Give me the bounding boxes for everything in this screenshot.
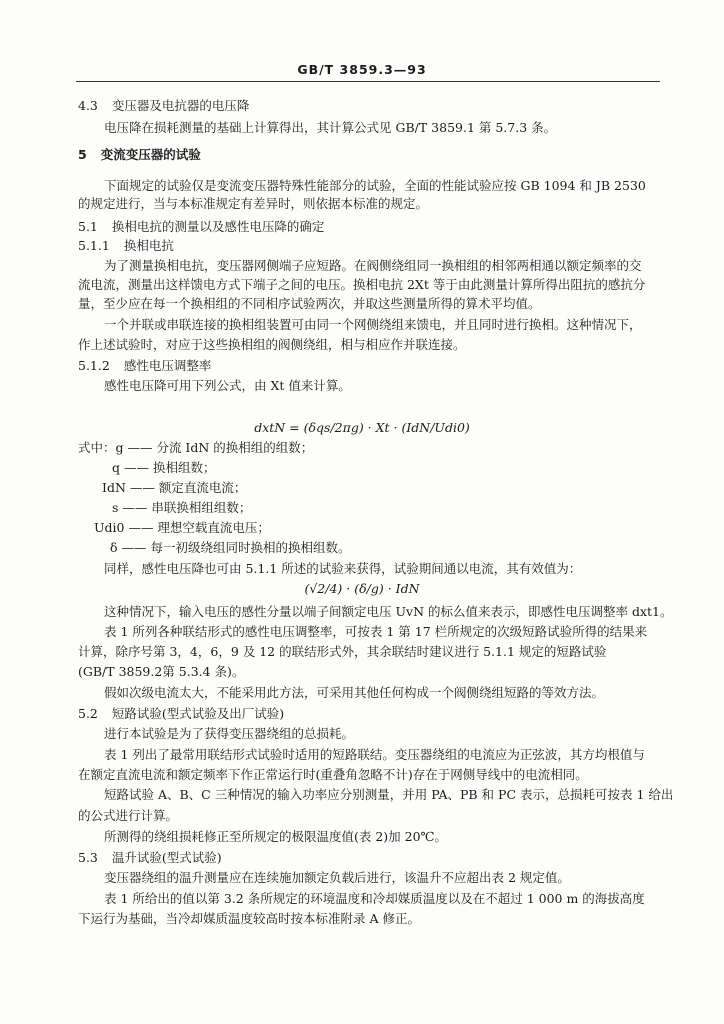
- paragraph-line: (GB/T 3859.2第 5.3.4 条)。: [78, 664, 245, 679]
- paragraph-line: 这种情况下，输入电压的感性分量以端子间额定电压 UvN 的标么值来表示，即感性电压调整率 dxt1。: [104, 604, 673, 619]
- page-header: GB/T 3859.3—93: [297, 62, 427, 77]
- paragraph-line: 电压降在损耗测量的基础上计算得出，其计算公式见 GB/T 3859.1 第 5.7.3 条。: [104, 120, 557, 135]
- section-title: 变流变压器的试验: [100, 147, 201, 162]
- paragraph-line: 假如次级电流太大，不能采用此方法，可采用其他任何构成一个阀侧绕组短路的等效方法。: [104, 685, 605, 700]
- section-title: 变压器及电抗器的电压降: [111, 98, 250, 113]
- legend-line: 式中：g —— 分流 IdN 的换相组的组数；: [78, 440, 314, 455]
- paragraph-line: 表 1 列出了最常用联结形式试验时适用的短路联结。变压器绕组的电流应为正弦波，其方均根值与: [104, 747, 645, 762]
- formula-current: (√2/4) · (δ/g) · IdN: [304, 581, 420, 596]
- section-number: 5.1.2: [78, 358, 110, 373]
- section-title: 温升试验(型式试验): [111, 850, 222, 865]
- legend-line: δ —— 每一初级绕组同时换相的换相组数。: [110, 540, 351, 555]
- section-title: 感性电压调整率: [123, 358, 212, 373]
- section-title: 换相电抗的测量以及感性电压降的确定: [111, 219, 325, 234]
- paragraph-line: 表 1 所给出的值以第 3.2 条所规定的环境温度和冷却媒质温度以及在不超过 1 000 m 的海拔高度: [104, 891, 645, 906]
- paragraph-line: 流电流，测量出这样馈电方式下端子之间的电压。换相电抗 2Xt 等于由此测量计算所得出阻抗的感抗分: [78, 277, 646, 292]
- paragraph-line: 计算，除序号第 3，4，6，9 及 12 的联结形式外，其余联结时建议进行 5.1.1 规定的短路试验: [78, 644, 607, 659]
- paragraph-line: 短路试验 A、B、C 三种情况的输入功率应分别测量，并用 PA、PB 和 PC 表示，总损耗可按表 1 给出: [104, 787, 674, 802]
- paragraph-line: 感性电压降可用下列公式，由 Xt 值来计算。: [104, 378, 351, 393]
- formula-dxtn: dxtN = (δqs/2πg) · Xt · (IdN/Udi0): [254, 420, 470, 435]
- paragraph-line: 同样，感性电压降也可由 5.1.1 所述的试验来获得，试验期间通以电流，其有效值为：: [104, 561, 582, 576]
- header-divider: [76, 81, 660, 82]
- paragraph-line: 的公式进行计算。: [78, 808, 179, 823]
- paragraph-line: 量，至少应在每一个换相组的不同相序试验两次，并取这些测量所得的算术平均值。: [78, 296, 541, 311]
- section-number: 5: [78, 147, 87, 162]
- section-number: 4.3: [78, 98, 98, 113]
- section-5-heading: [78, 147, 201, 163]
- paragraph-line: 进行本试验是为了获得变压器绕组的总损耗。: [104, 726, 355, 741]
- section-5-1-1-heading: [78, 238, 174, 254]
- paragraph-line: 变压器绕组的温升测量应在连续施加额定负载后进行，该温升不应超出表 2 规定值。: [104, 870, 570, 885]
- legend-line: Udi0 —— 理想空载直流电压；: [94, 520, 270, 535]
- paragraph-line: 在额定直流电流和额定频率下作正常运行时(重叠角忽略不计)存在于网侧导线中的电流相同。: [78, 767, 588, 782]
- paragraph-line: 一个并联或串联连接的换相组装置可由同一个网侧绕组来馈电，并且同时进行换相。这种情况下，: [104, 317, 642, 332]
- legend-line: q —— 换相组数；: [112, 460, 216, 475]
- paragraph-line: 表 1 所列各种联结形式的感性电压调整率，可按表 1 第 17 栏所规定的次级短路试验所得的结果来: [104, 624, 648, 639]
- section-number: 5.2: [78, 706, 98, 721]
- section-5-1-2-heading: [78, 358, 211, 374]
- paragraph-line: 的规定进行，当与本标准规定有差异时，则依据本标准的规定。: [78, 196, 429, 211]
- section-5-1-heading: [78, 219, 324, 235]
- legend-line: IdN —— 额定直流电流；: [102, 480, 247, 495]
- section-number: 5.1.1: [78, 238, 110, 253]
- paragraph-line: 为了测量换相电抗，变压器网侧端子应短路。在阀侧绕组同一换相组的相邻两相通以额定频率的交: [104, 258, 642, 273]
- section-number: 5.1: [78, 219, 98, 234]
- section-title: 换相电抗: [123, 238, 174, 253]
- paragraph-line: 所测得的绕组损耗修正至所规定的极限温度值(表 2)加 20℃。: [104, 829, 448, 844]
- section-title: 短路试验(型式试验及出厂试验): [111, 706, 285, 721]
- section-number: 5.3: [78, 850, 98, 865]
- paragraph-line: 下运行为基础，当冷却媒质温度较高时按本标准附录 A 修正。: [78, 911, 420, 926]
- section-4-3-heading: [78, 98, 249, 114]
- paragraph-line: 下面规定的试验仅是变流变压器特殊性能部分的试验，全面的性能试验应按 GB 1094 和 JB 2530: [104, 178, 646, 193]
- legend-line: s —— 串联换相组组数；: [112, 500, 252, 515]
- section-5-2-heading: [78, 706, 284, 722]
- paragraph-line: 作上述试验时，对应于这些换相组的阀侧绕组，相与相应作并联连接。: [78, 337, 466, 352]
- section-5-3-heading: [78, 850, 222, 866]
